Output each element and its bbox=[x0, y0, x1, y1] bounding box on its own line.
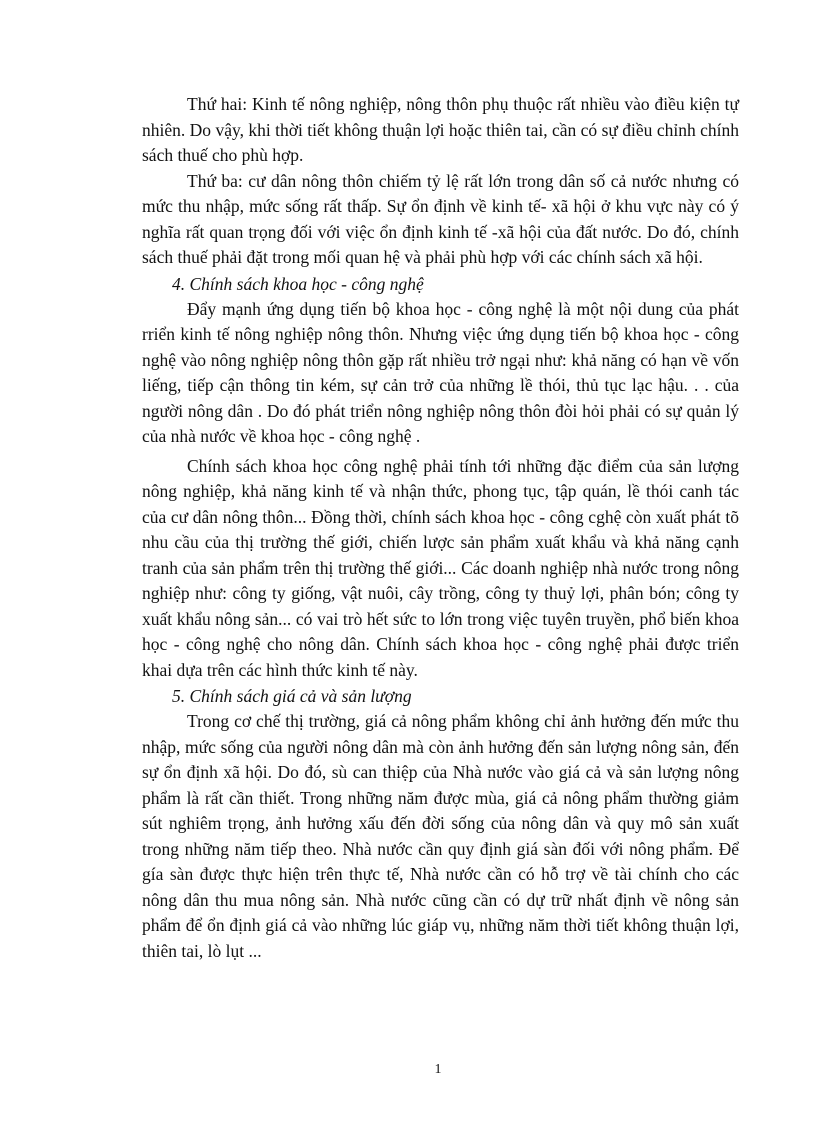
paragraph-section4-1: Đẩy mạnh ứng dụng tiến bộ khoa học - công nghệ là một nội dung của phát rriển kinh tế nông nghiệp nông thôn. Nhưng việc ứng dụng tiến bộ khoa học - công nghệ vào nông nghiệp nông thôn gặp rất nhiều trở ngại như: khả năng có hạn về vốn liếng, tiếp cận thông tin kém, sự cản trở của những lề thói, thủ tục lạc hậu. . . của người nông dân . Do đó phát triển nông nghiệp nông thôn đòi hỏi phải có sự quản lý của nhà nước về khoa học - công nghệ . bbox=[142, 298, 739, 446]
paragraph-thu-ba: Thứ ba: cư dân nông thôn chiếm tỷ lệ rất lớn trong dân số cả nước nhưng có mức thu nhập, mức sống rất thấp. Sự ổn định về kinh tế- xã hội ở khu vực này có ý nghĩa rất quan trọng đối với việc ổn định kinh tế -xã hội của đất nước. Do đó, chính sách thuế phải đặt trong mối quan hệ và phải phù hợp với các chính sách xã hội. bbox=[142, 170, 739, 267]
paragraph-section5-1: Trong cơ chế thị trường, giá cả nông phẩm không chỉ ảnh hưởng đến mức thu nhập, mức sống của người nông dân mà còn ảnh hưởng đến sản lượng nông sản, đến sự ổn định xã hội. Do đó, sù can thiệp của Nhà nước vào giá cả và sản lượng nông phẩm là rất cần thiết. Trong những năm được mùa, giá cả nông phẩm thường giảm sút nghiêm trọng, ảnh hưởng xấu đến đời sống của nông dân và quy mô sản xuất trong những năm tiếp theo. Nhà nước cần quy định giá sàn đối với nông phẩm. Để gía sàn được thực hiện trên thực tế, Nhà nước cần có hỗ trợ về tài chính cho các nông dân thu mua nông sản. Nhà nước cũng cần có dự trữ nhất định về nông sản phẩm để ổn định giá cả vào những lúc giáp vụ, những năm thời tiết không thuận lợi, thiên tai, lò lụt ... bbox=[142, 711, 739, 961]
section-heading-4: 4. Chính sách khoa học - công nghệ bbox=[172, 273, 424, 294]
paragraph-section4-2: Chính sách khoa học công nghệ phải tính tới những đặc điểm của sản lượng nông nghiệp, khả năng kinh tế và nhận thức, phong tục, tập quán, lề thói canh tác của cư dân nông thôn... Đồng thời, chính sách khoa học - công cghệ còn xuất phát tõ nhu cầu của thị trường thế giới, chiến lược sản phẩm xuất khẩu và khả năng cạnh tranh của sản phẩm trên thị trường thế giới... Các doanh nghiệp nhà nước trong nông nghiệp như: công ty giống, vật nuôi, cây trồng, công ty thuỷ lợi, phân bón; công ty xuất khẩu nông sản... có vai trò hết sức to lớn trong việc tuyên truyền, phổ biến khoa học - công nghệ cho nông dân. Chính sách khoa học - công nghệ phải được triển khai dựa trên các hình thức kinh tế này. bbox=[142, 455, 739, 680]
section-heading-5: 5. Chính sách giá cả và sản lượng bbox=[172, 686, 412, 706]
page-number: 1 bbox=[434, 1062, 442, 1077]
paragraph-thu-hai: Thứ hai: Kinh tế nông nghiệp, nông thôn phụ thuộc rất nhiều vào điều kiện tự nhiên. Do vậy, khi thời tiết không thuận lợi hoặc thiên tai, cần có sự điều chỉnh chính sách thuế cho phù hợp. bbox=[142, 94, 739, 165]
document-page bbox=[142, 92, 739, 964]
